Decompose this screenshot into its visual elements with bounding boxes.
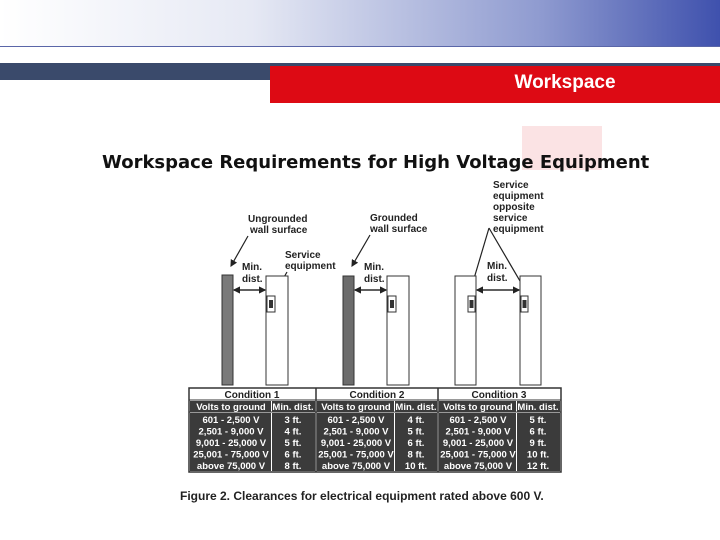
- slide-subtitle: Workspace Requirements for High Voltage Equipment: [102, 152, 650, 173]
- min-dist-cell: 10 ft.: [404, 461, 428, 472]
- cond3-label-line2: equipment: [493, 191, 544, 202]
- min-dist-cell: 9 ft.: [529, 438, 547, 449]
- volts-cell: 601 - 2,500 V: [327, 415, 385, 426]
- min-dist-cell: 4 ft.: [284, 426, 302, 438]
- volts-cell: above 75,000 V: [196, 461, 266, 472]
- cond3-label-line4: service: [493, 213, 528, 224]
- volts-cell: 9,001 - 25,000 V: [442, 438, 514, 449]
- figure-caption: Figure 2. Clearances for electrical equipment rated above 600 V.: [180, 489, 544, 503]
- cond3-label-line1: Service: [493, 180, 529, 191]
- min-dist-cell: 5 ft.: [284, 438, 302, 449]
- c3-min-header: Min. dist.: [517, 402, 559, 413]
- min-dist-cell: 8 ft.: [284, 461, 302, 472]
- volts-cell: 25,001 - 75,000 V: [318, 449, 394, 461]
- condition-2-drawing: [343, 213, 428, 385]
- min-dist-cell: 10 ft.: [526, 449, 550, 461]
- cond1-min-line2: dist.: [242, 274, 263, 285]
- slide-title: Workspace: [514, 72, 616, 93]
- cond2-min-line2: dist.: [364, 274, 385, 285]
- volts-cell: 9,001 - 25,000 V: [195, 438, 267, 449]
- cond2-label-line1: Grounded: [370, 213, 418, 224]
- cond1-service-line1: Service: [285, 250, 321, 261]
- volts-cell: 2,501 - 9,000 V: [445, 426, 511, 438]
- volts-cell: 2,501 - 9,000 V: [198, 426, 264, 438]
- cond2-label-line2: wall surface: [370, 224, 428, 235]
- c2-volts-header: Volts to ground: [321, 402, 391, 413]
- cond3-min-line2: dist.: [487, 273, 508, 284]
- min-dist-cell: 12 ft.: [526, 461, 550, 472]
- condition-1-drawing: [222, 214, 336, 385]
- min-dist-cell: 6 ft.: [284, 449, 302, 461]
- min-dist-cell: 3 ft.: [284, 415, 302, 426]
- volts-cell: 601 - 2,500 V: [449, 415, 507, 426]
- cond2-min-line1: Min.: [364, 262, 384, 273]
- cond1-label-line1: Ungrounded: [248, 214, 308, 225]
- min-dist-cell: 5 ft.: [529, 415, 547, 426]
- cond3-label-line5: equipment: [493, 224, 544, 235]
- volts-cell: above 75,000 V: [321, 461, 391, 472]
- condition-2-header: Condition 2: [349, 390, 405, 401]
- volts-cell: 25,001 - 75,000 V: [193, 449, 269, 461]
- min-dist-cell: 6 ft.: [529, 426, 547, 438]
- clearance-table: [189, 388, 561, 472]
- cond1-service-line2: equipment: [285, 261, 336, 272]
- min-dist-cell: 6 ft.: [407, 438, 425, 449]
- min-dist-cell: 5 ft.: [407, 426, 425, 438]
- min-dist-cell: 4 ft.: [407, 415, 425, 426]
- c3-volts-header: Volts to ground: [443, 402, 513, 413]
- condition-3-header: Condition 3: [471, 390, 527, 401]
- condition-3-drawing: [455, 180, 544, 385]
- cond1-label-line2: wall surface: [250, 225, 308, 236]
- volts-cell: 25,001 - 75,000 V: [440, 449, 516, 461]
- cond3-min-line1: Min.: [487, 261, 507, 272]
- volts-cell: 9,001 - 25,000 V: [320, 438, 392, 449]
- volts-cell: above 75,000 V: [443, 461, 513, 472]
- condition-1-header: Condition 1: [224, 390, 280, 401]
- c1-volts-header: Volts to ground: [196, 402, 266, 413]
- cond3-label-line3: opposite: [493, 202, 535, 213]
- cond1-min-line1: Min.: [242, 262, 262, 273]
- min-dist-cell: 8 ft.: [407, 449, 425, 461]
- volts-cell: 601 - 2,500 V: [202, 415, 260, 426]
- c1-min-header: Min. dist.: [272, 402, 314, 413]
- c2-min-header: Min. dist.: [395, 402, 437, 413]
- table-rows: [193, 415, 549, 472]
- volts-cell: 2,501 - 9,000 V: [323, 426, 389, 438]
